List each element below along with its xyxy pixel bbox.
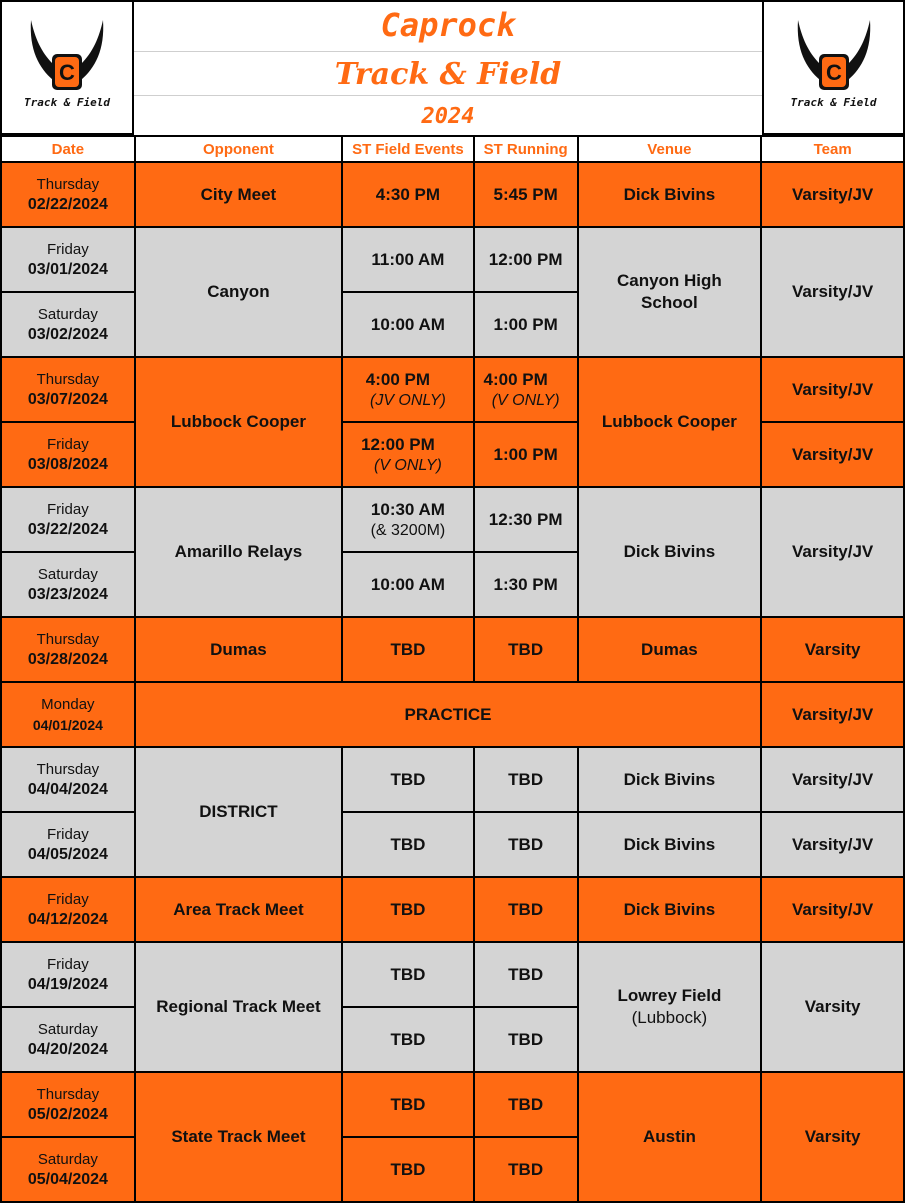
running-time-cell: TBD bbox=[474, 1137, 578, 1202]
team-cell: Varsity/JV bbox=[761, 422, 904, 487]
field-time-cell: 10:00 AM bbox=[342, 552, 474, 617]
opponent-cell: Dumas bbox=[135, 617, 342, 682]
field-time-cell: 10:30 AM (& 3200M) bbox=[342, 487, 474, 552]
field-time-cell: 11:00 AM bbox=[342, 227, 474, 292]
venue-cell: Dick Bivins bbox=[578, 877, 762, 942]
venue-cell: Dumas bbox=[578, 617, 762, 682]
date-cell: Monday 04/01/2024 bbox=[1, 682, 135, 747]
col-team: Team bbox=[761, 136, 904, 162]
table-row bbox=[1, 487, 904, 552]
field-time-cell: TBD bbox=[342, 812, 474, 877]
opponent-cell: DISTRICT bbox=[135, 747, 342, 877]
running-time-cell: 12:30 PM bbox=[474, 487, 578, 552]
logo-caption: Track & Field bbox=[790, 96, 877, 109]
running-time-cell: 1:30 PM bbox=[474, 552, 578, 617]
practice-cell: PRACTICE bbox=[135, 682, 762, 747]
team-cell: Varsity/JV bbox=[761, 682, 904, 747]
opponent-cell: Canyon bbox=[135, 227, 342, 357]
field-time-cell: TBD bbox=[342, 1007, 474, 1072]
venue-cell: Dick Bivins bbox=[578, 162, 762, 227]
field-time-cell: 4:00 PM (JV ONLY) bbox=[342, 357, 474, 422]
logo-right bbox=[762, 0, 905, 135]
team-cell: Varsity/JV bbox=[761, 812, 904, 877]
col-opponent: Opponent bbox=[135, 136, 342, 162]
field-time-cell: TBD bbox=[342, 1137, 474, 1202]
venue-cell: Lowrey Field (Lubbock) bbox=[578, 942, 762, 1072]
opponent-cell: Area Track Meet bbox=[135, 877, 342, 942]
year-title: 2024 bbox=[421, 104, 475, 129]
running-time-cell: 1:00 PM bbox=[474, 422, 578, 487]
school-title: Caprock bbox=[134, 2, 762, 52]
date-cell: Friday 03/01/2024 bbox=[1, 227, 135, 292]
col-field-events: ST Field Events bbox=[342, 136, 474, 162]
date-cell: Thursday 04/04/2024 bbox=[1, 747, 135, 812]
winged-c-logo-icon bbox=[786, 14, 882, 94]
table-row bbox=[1, 747, 904, 812]
table-row bbox=[1, 942, 904, 1007]
header-row bbox=[1, 136, 904, 162]
date-cell: Thursday 03/07/2024 bbox=[1, 357, 135, 422]
team-cell: Varsity/JV bbox=[761, 747, 904, 812]
table-row bbox=[1, 357, 904, 422]
team-cell: Varsity/JV bbox=[761, 487, 904, 617]
venue-cell: Dick Bivins bbox=[578, 487, 762, 617]
running-time-cell: 1:00 PM bbox=[474, 292, 578, 357]
running-time-cell: TBD bbox=[474, 1007, 578, 1072]
running-time-cell: TBD bbox=[474, 812, 578, 877]
field-time-cell: TBD bbox=[342, 617, 474, 682]
table-row bbox=[1, 1072, 904, 1137]
col-running: ST Running bbox=[474, 136, 578, 162]
field-time-cell: 4:30 PM bbox=[342, 162, 474, 227]
team-cell: Varsity/JV bbox=[761, 162, 904, 227]
venue-cell: Lubbock Cooper bbox=[578, 357, 762, 487]
field-time-cell: TBD bbox=[342, 1072, 474, 1137]
running-time-cell: TBD bbox=[474, 617, 578, 682]
table-row bbox=[1, 617, 904, 682]
field-time-cell: 10:00 AM bbox=[342, 292, 474, 357]
opponent-cell: Regional Track Meet bbox=[135, 942, 342, 1072]
date-cell: Friday 03/08/2024 bbox=[1, 422, 135, 487]
date-cell: Thursday 05/02/2024 bbox=[1, 1072, 135, 1137]
title-block bbox=[134, 0, 762, 135]
field-time-cell: 12:00 PM (V ONLY) bbox=[342, 422, 474, 487]
opponent-cell: City Meet bbox=[135, 162, 342, 227]
date-cell: Saturday 03/02/2024 bbox=[1, 292, 135, 357]
table-row bbox=[1, 877, 904, 942]
date-cell: Friday 04/12/2024 bbox=[1, 877, 135, 942]
venue-cell: Dick Bivins bbox=[578, 812, 762, 877]
team-cell: Varsity bbox=[761, 617, 904, 682]
field-time-cell: TBD bbox=[342, 877, 474, 942]
venue-cell: Austin bbox=[578, 1072, 762, 1202]
winged-c-logo-icon bbox=[19, 14, 115, 94]
table-row bbox=[1, 682, 904, 747]
opponent-cell: State Track Meet bbox=[135, 1072, 342, 1202]
field-time-cell: TBD bbox=[342, 942, 474, 1007]
running-time-cell: TBD bbox=[474, 942, 578, 1007]
running-time-cell: 4:00 PM (V ONLY) bbox=[474, 357, 578, 422]
team-cell: Varsity/JV bbox=[761, 227, 904, 357]
running-time-cell: TBD bbox=[474, 877, 578, 942]
opponent-cell: Amarillo Relays bbox=[135, 487, 342, 617]
team-cell: Varsity/JV bbox=[761, 877, 904, 942]
running-time-cell: 5:45 PM bbox=[474, 162, 578, 227]
logo-caption: Track & Field bbox=[23, 96, 111, 109]
sport-title: Track & Field bbox=[134, 52, 762, 96]
opponent-cell: Lubbock Cooper bbox=[135, 357, 342, 487]
date-cell: Friday 03/22/2024 bbox=[1, 487, 135, 552]
date-cell: Saturday 05/04/2024 bbox=[1, 1137, 135, 1202]
team-cell: Varsity bbox=[761, 1072, 904, 1202]
running-time-cell: TBD bbox=[474, 1072, 578, 1137]
table-row bbox=[1, 227, 904, 292]
logo-left bbox=[0, 0, 134, 135]
col-venue: Venue bbox=[578, 136, 762, 162]
date-cell: Thursday 02/22/2024 bbox=[1, 162, 135, 227]
team-cell: Varsity bbox=[761, 942, 904, 1072]
team-cell: Varsity/JV bbox=[761, 357, 904, 422]
field-time-cell: TBD bbox=[342, 747, 474, 812]
date-cell: Saturday 03/23/2024 bbox=[1, 552, 135, 617]
running-time-cell: 12:00 PM bbox=[474, 227, 578, 292]
venue-cell: Canyon High School bbox=[578, 227, 762, 357]
date-cell: Thursday 03/28/2024 bbox=[1, 617, 135, 682]
running-time-cell: TBD bbox=[474, 747, 578, 812]
svg-text:C: C bbox=[825, 60, 842, 85]
col-date: Date bbox=[1, 136, 135, 162]
svg-text:C: C bbox=[59, 60, 75, 85]
date-cell: Friday 04/19/2024 bbox=[1, 942, 135, 1007]
date-cell: Saturday 04/20/2024 bbox=[1, 1007, 135, 1072]
date-cell: Friday 04/05/2024 bbox=[1, 812, 135, 877]
table-row bbox=[1, 162, 904, 227]
venue-cell: Dick Bivins bbox=[578, 747, 762, 812]
schedule-table bbox=[0, 135, 905, 1203]
